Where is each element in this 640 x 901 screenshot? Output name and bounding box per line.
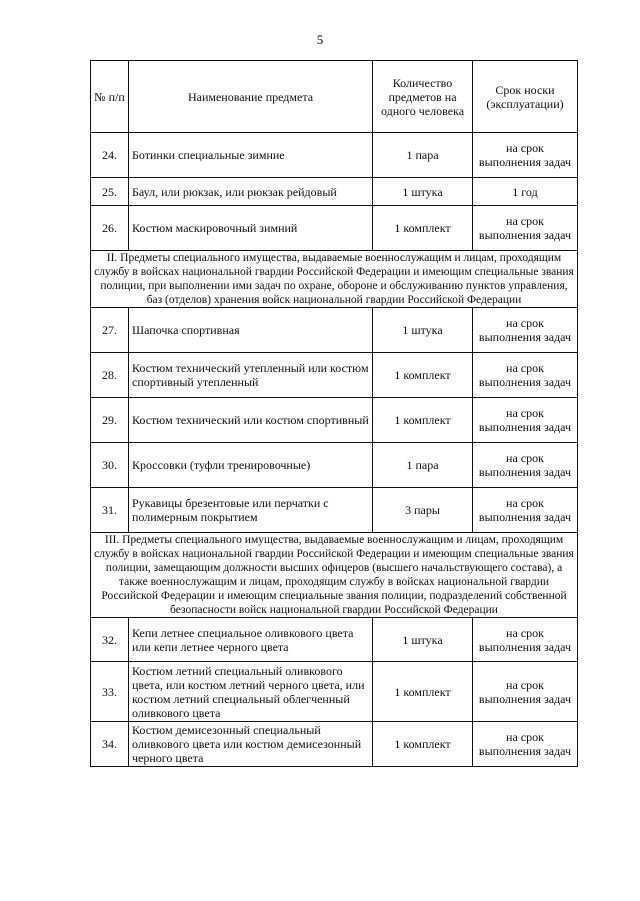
row-term: на срок выполнения задач <box>473 206 578 251</box>
row-num: 28. <box>91 353 129 398</box>
row-num: 32. <box>91 618 129 662</box>
row-name: Костюм технический или костюм спортивный <box>129 398 373 443</box>
row-num: 34. <box>91 722 129 767</box>
row-qty: 1 комплект <box>373 662 473 722</box>
table-row <box>91 353 578 398</box>
items-table <box>90 60 578 767</box>
row-name: Костюм летний специальный оливкового цвета, или костюм летний черного цвета, или костюм летний специальный облегченный оливкового цвета <box>129 662 373 722</box>
row-num: 24. <box>91 133 129 178</box>
page-number: 5 <box>316 32 324 47</box>
row-name: Костюм технический утепленный или костюм спортивный утепленный <box>129 353 373 398</box>
row-qty: 1 пара <box>373 133 473 178</box>
table-row <box>91 178 578 206</box>
row-qty: 1 штука <box>373 178 473 206</box>
section-row <box>91 251 578 308</box>
row-num: 30. <box>91 443 129 488</box>
row-qty: 1 пара <box>373 443 473 488</box>
row-term: на срок выполнения задач <box>473 443 578 488</box>
header-name: Наименование предмета <box>129 61 373 133</box>
table-row <box>91 133 578 178</box>
row-name: Ботинки специальные зимние <box>129 133 373 178</box>
row-qty: 1 комплект <box>373 398 473 443</box>
row-term: на срок выполнения задач <box>473 308 578 353</box>
row-num: 33. <box>91 662 129 722</box>
row-num: 27. <box>91 308 129 353</box>
row-term: на срок выполнения задач <box>473 488 578 533</box>
table-row <box>91 662 578 722</box>
table-row <box>91 722 578 767</box>
row-name: Рукавицы брезентовые или перчатки с полимерным покрытием <box>129 488 373 533</box>
row-num: 29. <box>91 398 129 443</box>
table-row <box>91 488 578 533</box>
table-row <box>91 206 578 251</box>
row-qty: 1 комплект <box>373 353 473 398</box>
row-name: Шапочка спортивная <box>129 308 373 353</box>
row-num: 31. <box>91 488 129 533</box>
table-header-row <box>91 61 578 133</box>
row-name: Кепи летнее специальное оливкового цвета или кепи летнее черного цвета <box>129 618 373 662</box>
row-qty: 1 штука <box>373 308 473 353</box>
section-heading-3: III. Предметы специального имущества, выдаваемые военнослужащим и лицам, проходящим службу в войсках национальной гвардии Российской Федерации и имеющим специальные звания полиции, замещающим должности высших офицеров (высшего начальствующего состава), а также военнослужащим и лицам, проходящим службу в войсках национальной гвардии Российской Федерации и имеющим специальные звания полиции, подразделений собственной безопасности войск национальной гвардии Российской Федерации <box>91 533 578 618</box>
row-qty: 3 пары <box>373 488 473 533</box>
header-num: № п/п <box>91 61 129 133</box>
section-heading-2: II. Предметы специального имущества, выдаваемые военнослужащим и лицам, проходящим службу в войсках национальной гвардии Российской Федерации и имеющим специальные звания полиции, при выполнении ими задач по охране, обороне и обслуживанию пунктов управления, баз (отделов) хранения войск национальной гвардии Российской Федерации <box>91 251 578 308</box>
row-name: Кроссовки (туфли тренировочные) <box>129 443 373 488</box>
row-term: на срок выполнения задач <box>473 398 578 443</box>
header-term: Срок носки (эксплуатации) <box>473 61 578 133</box>
row-num: 26. <box>91 206 129 251</box>
row-name: Костюм демисезонный специальный оливкового цвета или костюм демисезонный черного цвета <box>129 722 373 767</box>
row-qty: 1 штука <box>373 618 473 662</box>
row-name: Баул, или рюкзак, или рюкзак рейдовый <box>129 178 373 206</box>
table-row <box>91 308 578 353</box>
table-row <box>91 398 578 443</box>
row-term: 1 год <box>473 178 578 206</box>
row-term: на срок выполнения задач <box>473 662 578 722</box>
table-row <box>91 618 578 662</box>
row-term: на срок выполнения задач <box>473 722 578 767</box>
section-row <box>91 533 578 618</box>
row-term: на срок выполнения задач <box>473 618 578 662</box>
row-qty: 1 комплект <box>373 206 473 251</box>
row-name: Костюм маскировочный зимний <box>129 206 373 251</box>
row-term: на срок выполнения задач <box>473 133 578 178</box>
row-term: на срок выполнения задач <box>473 353 578 398</box>
header-qty: Количество предметов на одного человека <box>373 61 473 133</box>
row-qty: 1 комплект <box>373 722 473 767</box>
table-row <box>91 443 578 488</box>
row-num: 25. <box>91 178 129 206</box>
